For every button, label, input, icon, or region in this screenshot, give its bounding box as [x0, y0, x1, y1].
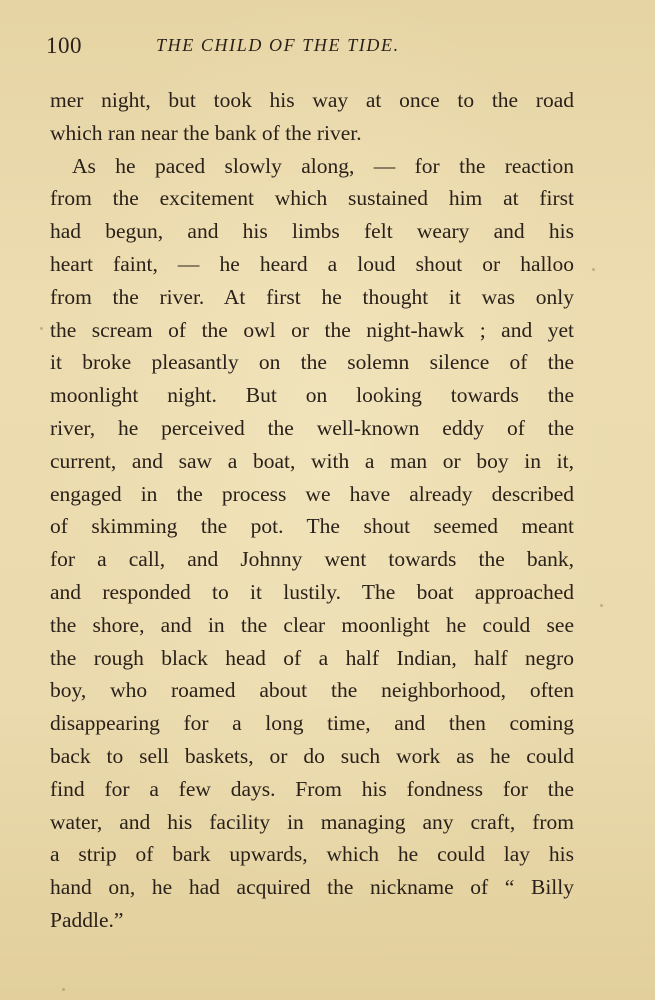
text-line: water, and his facility in managing any craft, from — [50, 809, 574, 834]
text-line: for a call, and Johnny went towards the bank, — [50, 547, 574, 572]
running-title: THE CHILD OF THE TIDE. — [156, 35, 400, 55]
page-header — [46, 33, 586, 63]
text-line: As he paced slowly along, — for the reaction — [72, 153, 574, 178]
text-line: and responded to it lustily. The boat approached — [50, 579, 574, 604]
text-line: it broke pleasantly on the solemn silence of the — [50, 350, 574, 375]
text-line: mer night, but took his way at once to the road — [50, 88, 574, 112]
text-line: hand on, he had acquired the nickname of “ Billy — [50, 875, 574, 900]
text-line: a strip of bark upwards, which he could lay his — [50, 842, 574, 867]
paper-speck — [600, 604, 603, 607]
text-line: river, he perceived the well-known eddy of the — [50, 415, 574, 440]
text-line: which ran near the bank of the river. — [50, 120, 362, 145]
text-line: had begun, and his limbs felt weary and his — [50, 219, 574, 244]
paper-speck — [62, 988, 65, 991]
text-line: the rough black head of a half Indian, half negro — [50, 645, 574, 670]
text-line: engaged in the process we have already described — [50, 481, 574, 506]
body-text — [50, 84, 574, 937]
text-line: from the excitement which sustained him at first — [50, 186, 574, 211]
text-line: heart faint, — he heard a loud shout or halloo — [50, 251, 574, 276]
text-line: moonlight night. But on looking towards the — [50, 383, 574, 408]
page-number: 100 — [46, 33, 82, 58]
text-line: from the river. At first he thought it was only — [50, 284, 574, 309]
text-line: disappearing for a long time, and then coming — [50, 711, 574, 736]
text-line: of skimming the pot. The shout seemed meant — [50, 514, 574, 539]
text-line: find for a few days. From his fondness for the — [50, 776, 574, 801]
text-line: back to sell baskets, or do such work as he could — [50, 743, 574, 768]
text-line: the scream of the owl or the night-hawk ; and yet — [50, 317, 574, 342]
paper-speck — [40, 327, 43, 330]
text-line: Paddle.” — [50, 907, 124, 932]
text-line: current, and saw a boat, with a man or boy in it, — [50, 448, 574, 473]
text-line: the shore, and in the clear moonlight he could see — [50, 612, 574, 637]
text-line: boy, who roamed about the neighborhood, often — [50, 678, 574, 703]
paper-speck — [592, 268, 595, 271]
